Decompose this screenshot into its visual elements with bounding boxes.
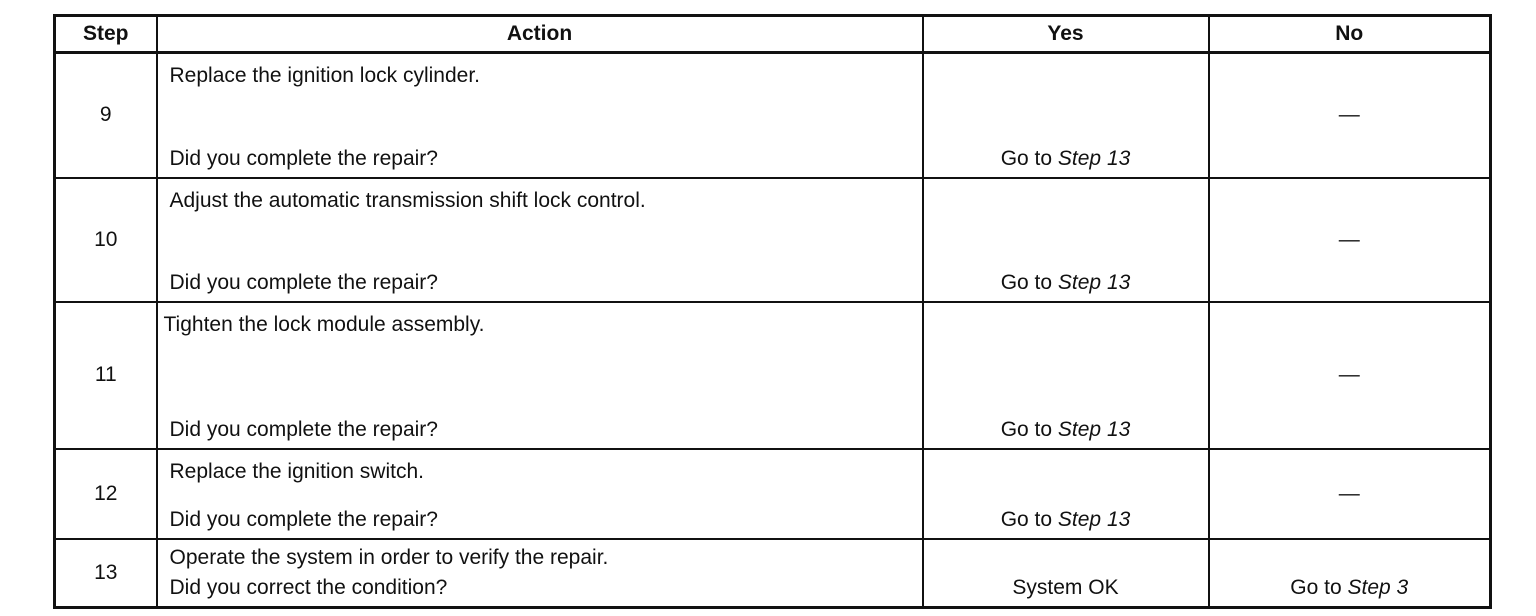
no-value: — bbox=[1338, 363, 1360, 386]
step-number: 10 bbox=[55, 178, 157, 302]
diagnostic-table-wrapper bbox=[53, 14, 1489, 605]
yes-cell bbox=[923, 53, 1209, 178]
action-cell bbox=[157, 539, 923, 608]
yes-step-link: Step 13 bbox=[1057, 417, 1131, 441]
action-question: Did you complete the repair? bbox=[169, 146, 438, 170]
no-prefix: Go to bbox=[1290, 575, 1342, 599]
no-cell bbox=[1209, 53, 1491, 178]
action-question: Did you complete the repair? bbox=[169, 507, 438, 531]
no-cell bbox=[1209, 539, 1491, 608]
header-yes: Yes bbox=[923, 16, 1209, 53]
table-row bbox=[55, 53, 1491, 178]
header-row bbox=[55, 16, 1491, 53]
action-text: Adjust the automatic transmission shift lock control. bbox=[169, 188, 646, 212]
yes-prefix: Go to bbox=[1000, 417, 1053, 441]
yes-step-link: Step 13 bbox=[1057, 507, 1131, 531]
diagnostic-table bbox=[53, 14, 1492, 609]
header-step: Step bbox=[55, 16, 157, 53]
table-row bbox=[55, 302, 1491, 449]
action-cell bbox=[157, 302, 923, 449]
no-cell bbox=[1209, 178, 1491, 302]
action-question: Did you complete the repair? bbox=[169, 270, 438, 294]
step-number: 13 bbox=[55, 539, 157, 608]
action-cell bbox=[157, 449, 923, 539]
no-cell bbox=[1209, 302, 1491, 449]
no-value: — bbox=[1338, 227, 1360, 251]
table-row bbox=[55, 178, 1491, 302]
header-action: Action bbox=[157, 16, 923, 53]
action-text: Operate the system in order to verify the repair. bbox=[169, 545, 609, 569]
no-value: — bbox=[1338, 481, 1360, 505]
action-cell bbox=[157, 53, 923, 178]
action-question: Did you complete the repair? bbox=[169, 417, 438, 441]
action-cell bbox=[157, 178, 923, 302]
table-row bbox=[55, 539, 1491, 608]
action-question: Did you correct the condition? bbox=[169, 575, 448, 599]
no-cell bbox=[1209, 449, 1491, 539]
yes-cell bbox=[923, 178, 1209, 302]
table-row bbox=[55, 449, 1491, 539]
yes-step-link: Step 13 bbox=[1057, 270, 1131, 294]
yes-cell bbox=[923, 449, 1209, 539]
action-text: Tighten the lock module assembly. bbox=[163, 312, 485, 336]
header-no: No bbox=[1209, 16, 1491, 53]
action-text: Replace the ignition lock cylinder. bbox=[169, 64, 481, 87]
yes-prefix: Go to bbox=[1000, 507, 1053, 531]
yes-prefix: Go to bbox=[1000, 146, 1053, 170]
yes-cell bbox=[923, 539, 1209, 608]
yes-cell bbox=[923, 302, 1209, 449]
yes-prefix: Go to bbox=[1000, 270, 1053, 294]
yes-step-link: Step 13 bbox=[1057, 146, 1131, 170]
step-number: 11 bbox=[55, 302, 157, 449]
no-value: — bbox=[1338, 103, 1360, 127]
step-number: 9 bbox=[55, 53, 157, 178]
yes-result: System OK bbox=[1012, 575, 1119, 599]
step-number: 12 bbox=[55, 449, 157, 539]
no-step-link: Step 3 bbox=[1347, 575, 1409, 599]
action-text: Replace the ignition switch. bbox=[169, 459, 424, 483]
